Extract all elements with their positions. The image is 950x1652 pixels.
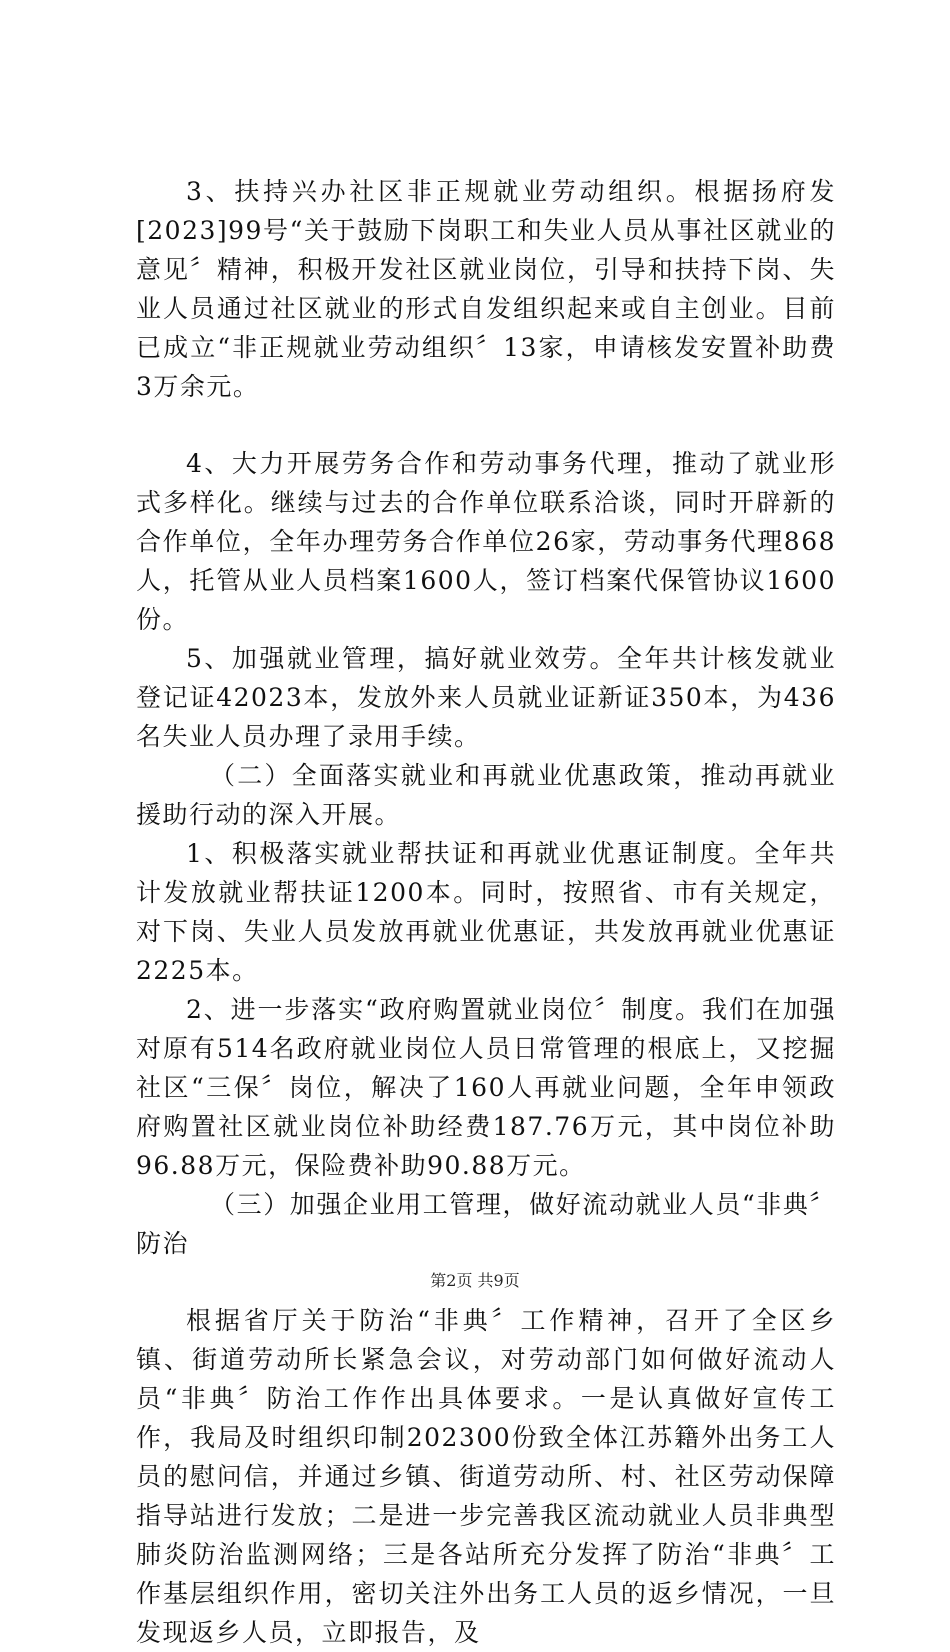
paragraph-labor-cooperation: 4、大力开展劳务合作和劳动事务代理，推动了就业形式多样化。继续与过去的合作单位联系洽谈，同时开辟新的合作单位，全年办理劳务合作单位26家，劳动事务代理868人，托管从业人员档案1600人，签订档案代保管协议1600份。	[136, 449, 836, 634]
document-body	[136, 172, 836, 1652]
paragraph-sars-prevention: 根据省厅关于防治“非典〞工作精神，召开了全区乡镇、街道劳动所长紧急会议，对劳动部门如何做好流动人员“非典〞防治工作作出具体要求。一是认真做好宣传工作，我局及时组织印制202300份致全体江苏籍外出务工人员的慰问信，并通过乡镇、街道劳动所、村、社区劳动保障指导站进行发放；二是进一步完善我区流动就业人员非典型肺炎防治监测网络；三是各站所充分发挥了防治“非典〞工作基层组织作用，密切关注外出务工人员的返乡情况，一旦发现返乡人员，立即报告，及	[136, 1306, 836, 1647]
section-heading-sars-prevention: （三）加强企业用工管理，做好流动就业人员“非典〞防治	[136, 1190, 836, 1258]
section-heading-policies: （二）全面落实就业和再就业优惠政策，推动再就业援助行动的深入开展。	[136, 761, 836, 829]
paragraph-community-employment: 3、扶持兴办社区非正规就业劳动组织。根据扬府发[2023]99号“关于鼓励下岗职工和失业人员从事社区就业的意见〞精神，积极开发社区就业岗位，引导和扶持下岗、失业人员通过社区就业的形式自发组织起来或自主创业。目前已成立“非正规就业劳动组织〞13家，申请核发安置补助费3万余元。	[136, 177, 836, 401]
paragraph-government-positions: 2、进一步落实“政府购置就业岗位〞制度。我们在加强对原有514名政府就业岗位人员日常管理的根底上，又挖掘社区“三保〞岗位，解决了160人再就业问题，全年申领政府购置社区就业岗位补助经费187.76万元，其中岗位补助96.88万元，保险费补助90.88万元。	[136, 995, 836, 1180]
paragraph-assistance-certificates: 1、积极落实就业帮扶证和再就业优惠证制度。全年共计发放就业帮扶证1200本。同时，按照省、市有关规定，对下岗、失业人员发放再就业优惠证，共发放再就业优惠证2225本。	[136, 839, 836, 985]
page-number-footer: 第2页 共9页	[430, 1271, 520, 1290]
paragraph-employment-management: 5、加强就业管理，搞好就业效劳。全年共计核发就业登记证42023本，发放外来人员就业证新证350本，为436名失业人员办理了录用手续。	[136, 644, 836, 751]
